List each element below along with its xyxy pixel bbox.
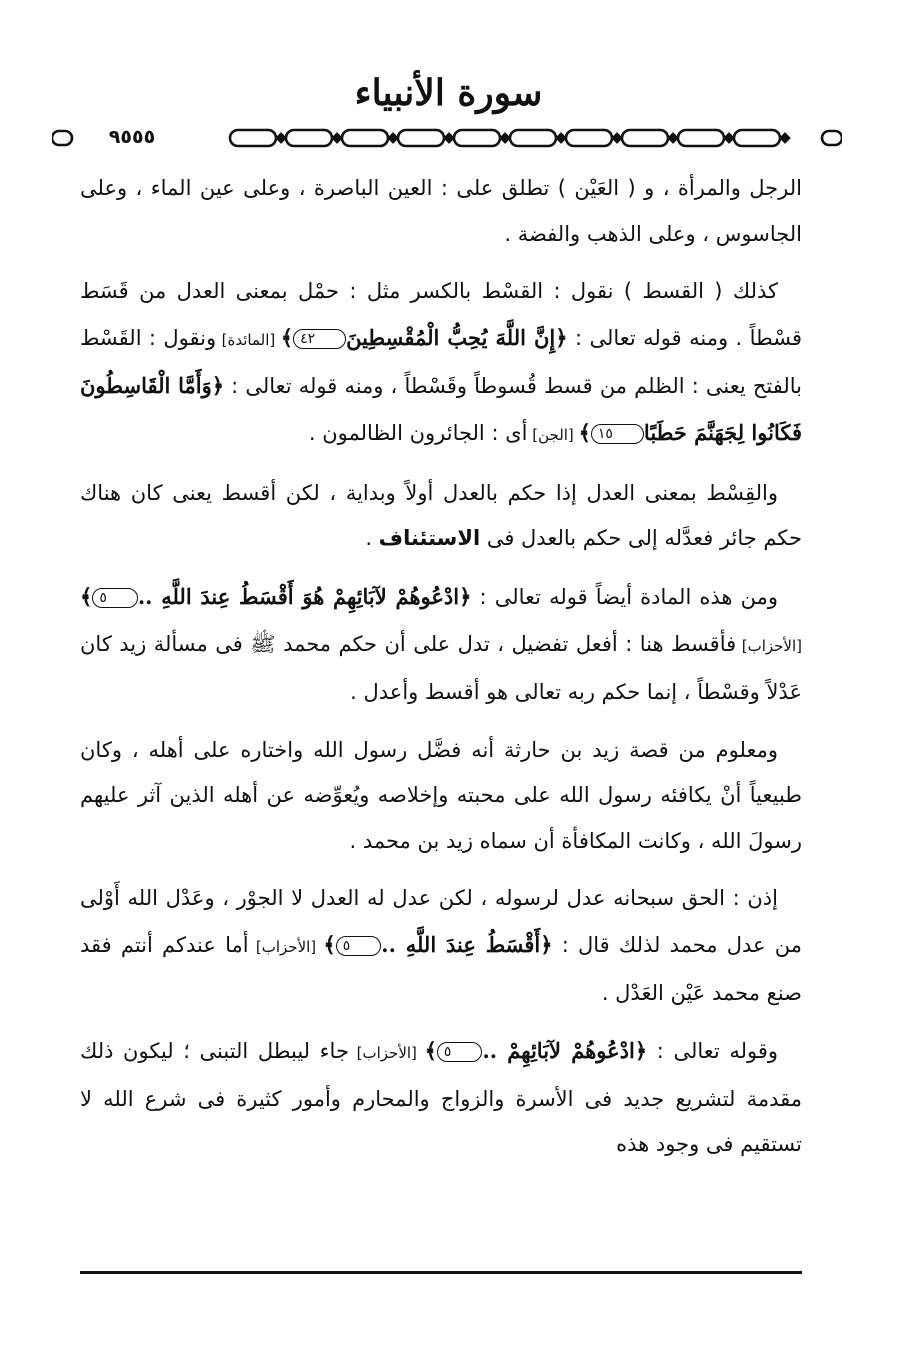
chain-link <box>622 130 668 146</box>
quran-verse: ﴿إِنَّ اللَّهَ يُحِبُّ الْمُقْسِطِينَ <box>346 324 568 350</box>
chain-link <box>286 130 332 146</box>
quran-verse: ﴾ <box>323 931 336 957</box>
quran-verse: ﴾ <box>280 324 294 350</box>
chain-link <box>678 130 724 146</box>
chain-diamond <box>613 134 621 142</box>
chain-link <box>566 130 612 146</box>
chain-diamond <box>389 134 397 142</box>
quran-verse: ﴾ <box>424 1038 437 1064</box>
paragraph-text: أى : الجائرون الظالمون . <box>308 420 528 445</box>
chain-diamond <box>669 134 677 142</box>
paragraph-text: . <box>365 526 379 551</box>
page-number: ٩٥٥٥ <box>92 125 172 149</box>
paragraph-text: ومن هذه المادة أيضاً قوله تعالى : <box>471 584 778 609</box>
surah-reference: [الجن] <box>527 425 579 444</box>
paragraph <box>80 471 802 562</box>
paragraph <box>80 876 802 1016</box>
paragraph <box>80 728 802 865</box>
surah-reference: [المائدة] <box>216 330 281 349</box>
quran-verse: ﴾ <box>80 583 93 609</box>
paragraph <box>80 1028 802 1168</box>
chain-diamond <box>725 134 733 142</box>
footer-divider-line <box>80 1271 802 1274</box>
quran-verse: ﴿ادْعُوهُمْ لآبَائِهِمْ .. <box>482 1038 648 1064</box>
ayah-number-badge: ٥ <box>437 1042 483 1062</box>
chain-end-right <box>822 131 842 145</box>
paragraph <box>80 269 802 458</box>
paragraph-text: إذن : الحق سبحانه عدل لرسوله ، لكن عدل له العدل لا الجوْر ، وعَدْل الله أَوْلى من عدل محمد لذلك قال : <box>80 886 802 957</box>
paragraph-text: فأقسط هنا : أفعل تفضيل ، تدل على أن حكم محمد ﷺ فى مسألة زيد كان عَدْلاً وقسْطاً ، إنما حكم ربه تعالى هو أقسط وأعدل . <box>80 632 802 704</box>
surah-reference: [الأحزاب] <box>248 937 324 956</box>
paragraph-text: جاء ليبطل التبنى ؛ ليكون ذلك مقدمة لتشريع جديد فى الأسرة والزواج والمحارم وأمور كثيرة فى شرع الله لا تستقيم فى وجود هذه <box>80 1039 802 1157</box>
chain-diamond <box>277 134 285 142</box>
chain-end-left <box>52 131 72 145</box>
ayah-number-badge: ١٥ <box>591 424 644 444</box>
chain-link <box>342 130 388 146</box>
quran-verse: ﴾ <box>578 419 591 445</box>
ayah-number-badge: ٤٢ <box>293 329 346 349</box>
paragraph-text: والقِسْط بمعنى العدل إذا حكم بالعدل أولاً وبداية ، لكن أقسط يعنى كان هناك حكم جائر فعدَّله إلى حكم بالعدل فى <box>80 480 802 551</box>
paragraph-text: وقوله تعالى : <box>647 1039 779 1064</box>
chain-link <box>510 130 556 146</box>
quran-verse: ﴿وَأَمَّا الْقَاسِطُونَ فَكَانُوا لِجَهَنَّمَ حَطَبًا <box>80 373 802 445</box>
quran-verse: ﴿ادْعُوهُمْ لآبَائِهِمْ هُوَ أَقْسَطُ عِندَ اللَّهِ .. <box>137 583 472 609</box>
paragraph-text: ومعلوم من قصة زيد بن حارثة أنه فضَّل رسول الله واختاره على أهله ، وكان طبيعياً أنْ يكافئه رسول الله على محبته وإخلاصه ويُعوِّضه عن أهله الذين آثر عليهم رسولَ الله ، وكانت المكافأة أن سماه زيد بن محمد . <box>80 737 802 853</box>
ayah-number-badge: ٥ <box>336 936 382 956</box>
paragraph <box>80 574 802 716</box>
page-body-text <box>80 166 802 1180</box>
quran-verse: ﴿أَقْسَطُ عِندَ اللَّهِ .. <box>381 931 553 957</box>
chain-diamond <box>557 134 565 142</box>
chain-diamond <box>781 134 789 142</box>
chain-link <box>398 130 444 146</box>
paragraph-text: الرجل والمرأة ، و ( العَيْن ) تطلق على : العين الباصرة ، وعلى عين الماء ، وعلى الجاسوس ، وعلى الذهب والفضة . <box>80 176 802 246</box>
chain-link <box>230 130 276 146</box>
chain-link <box>454 130 500 146</box>
surah-reference: [الأحزاب] <box>736 637 802 656</box>
chain-link <box>734 130 780 146</box>
chain-diamond <box>333 134 341 142</box>
ayah-number-badge: ٥ <box>92 588 138 608</box>
paragraph-text: كذلك ( القسط ) نقول : القسْط بالكسر مثل : حمْل بمعنى العدل من قَسَط قسْطاً . ومنه قوله تعالى : <box>80 279 802 350</box>
paragraph <box>80 166 802 257</box>
chain-diamond <box>445 134 453 142</box>
paragraph-text: ونقول : القَسْط بالفتح يعنى : الظلم من قسط قُسوطاً وقَسْطاً ، ومنه قوله تعالى : <box>80 325 802 399</box>
emphasized-word: الاستئناف <box>378 526 481 551</box>
page-header-title: سورة الأنبياء <box>354 72 543 114</box>
paragraph-text: أما عندكم أنتم فقد صنع محمد عَيْن العَدْل . <box>80 932 802 1005</box>
chain-diamond <box>501 134 509 142</box>
surah-reference: [الأحزاب] <box>348 1044 425 1063</box>
